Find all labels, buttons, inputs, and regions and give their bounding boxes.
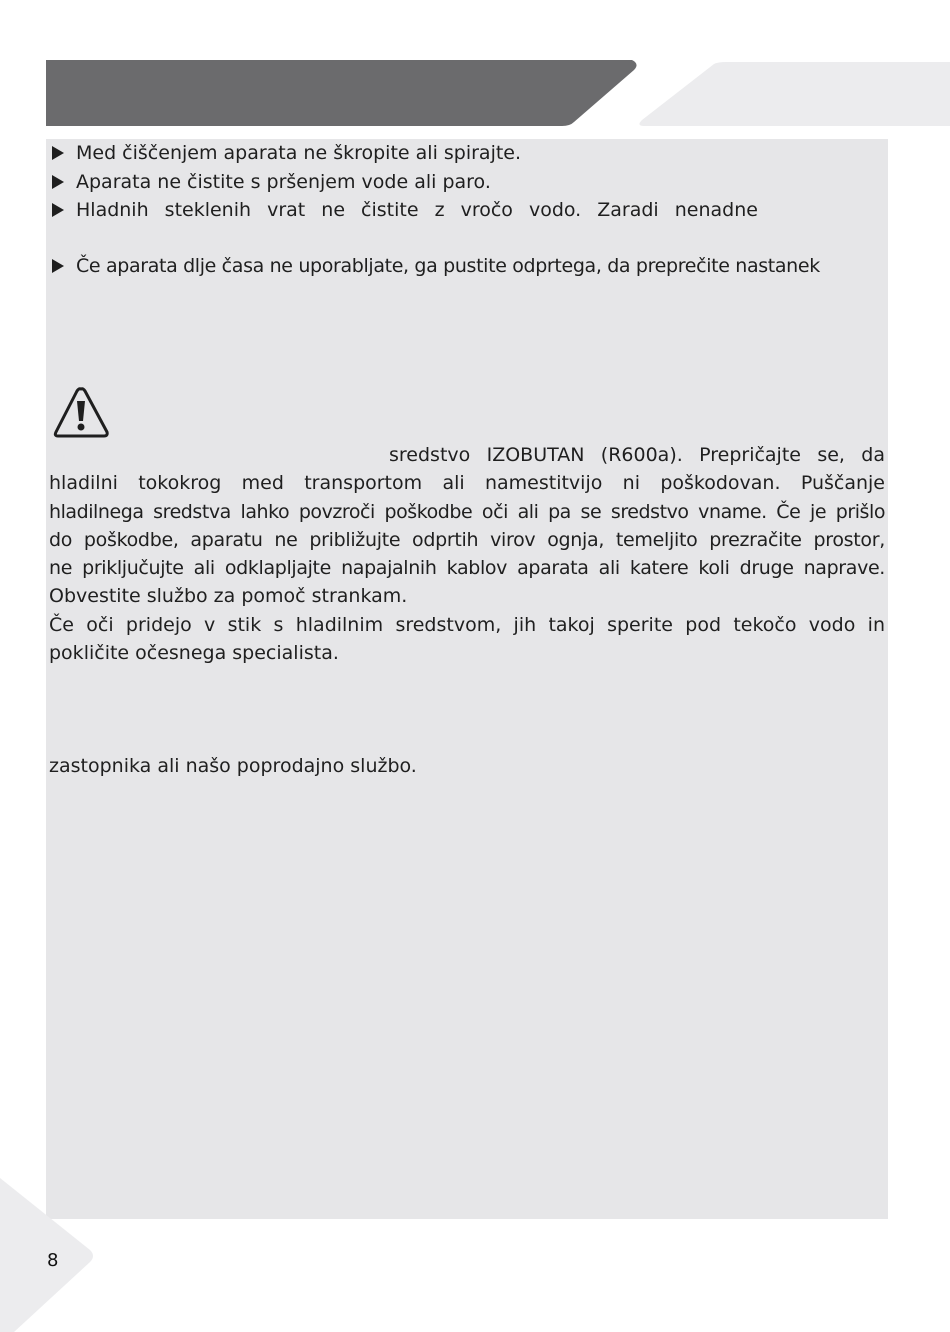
bullet-text: Med čiščenjem aparata ne škropite ali spirajte. <box>76 142 522 164</box>
header-right-tab <box>636 60 950 126</box>
bullet-triangle-icon <box>52 146 64 160</box>
bullet-triangle-icon <box>52 259 64 273</box>
header-band <box>46 60 640 126</box>
warning-line: pokličite očesnega specialista. <box>49 642 339 665</box>
warning-line: do poškodbe, aparatu ne približujte odprtih virov ognja, temeljito prezračite prostor, <box>49 528 885 551</box>
warning-line: ne priključujte ali odklapljajte napajalnih kablov aparata ali katere koli druge naprave. <box>49 557 885 580</box>
bullet-text: Aparata ne čistite s pršenjem vode ali paro. <box>76 171 491 193</box>
warning-line: Če oči pridejo v stik s hladilnim sredstvom, jih takoj sperite pod tekočo vodo in <box>49 613 885 636</box>
bullet-item <box>52 168 886 196</box>
bullet-item <box>52 196 886 224</box>
bullet-triangle-icon <box>52 203 64 217</box>
warning-triangle-icon <box>52 385 110 439</box>
bullet-item <box>52 252 886 280</box>
service-text: zastopnika ali našo poprodajno službo. <box>49 755 417 777</box>
bullet-triangle-icon <box>52 175 64 189</box>
content-panel <box>46 139 888 1219</box>
page-number: 8 <box>47 1250 59 1271</box>
bullet-item <box>52 139 886 167</box>
warning-line: sredstvo IZOBUTAN (R600a). Prepričajte se, da <box>389 444 885 466</box>
warning-paragraph <box>49 441 885 667</box>
bullet-text: Če aparata dlje časa ne uporabljate, ga pustite odprtega, da preprečite nastanek <box>76 255 820 277</box>
warning-line: hladilni tokokrog med transportom ali namestitvijo ni poškodovan. Puščanje <box>49 472 885 495</box>
bullet-text: Hladnih steklenih vrat ne čistite z vročo vodo. Zaradi nenadne <box>76 199 758 221</box>
warning-line: Obvestite službo za pomoč strankam. <box>49 585 408 608</box>
warning-line: hladilnega sredstva lahko povzroči poškodbe oči ali pa se sredstvo vname. Če je prišlo <box>49 500 885 523</box>
